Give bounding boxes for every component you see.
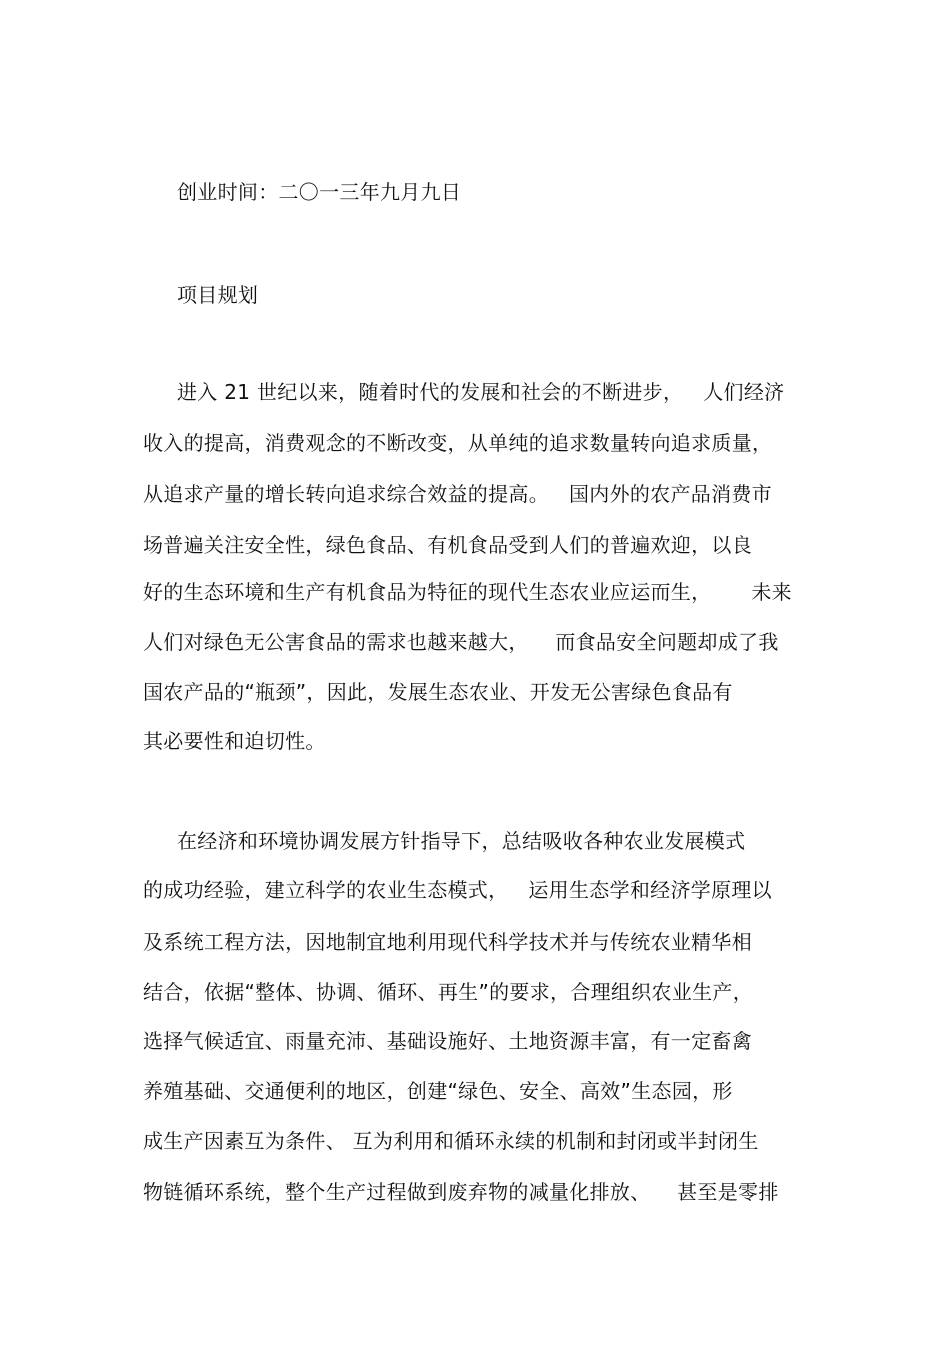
paragraph-line: 进入 21 世纪以来，随着时代的发展和社会的不断进步， 人们经济 [177,380,785,404]
paragraph-line: 在经济和环境协调发展方针指导下，总结吸收各种农业发展模式 [177,829,746,853]
date-line: 创业时间：二〇一三年九月九日 [177,180,462,204]
paragraph-line: 的成功经验，建立科学的农业生态模式， 运用生态学和经济学原理以 [143,878,772,902]
paragraph-line: 好的生态环境和生产有机食品为特征的现代生态农业应运而生， 未来 [143,580,792,604]
paragraph-line: 国农产品的“瓶颈”，因此，发展生态农业、开发无公害绿色食品有 [143,680,733,704]
paragraph-line: 人们对绿色无公害食品的需求也越来越大， 而食品安全问题却成了我 [143,630,779,654]
section-title: 项目规划 [177,283,259,307]
paragraph-line: 其必要性和迫切性。 [143,729,326,753]
paragraph-line: 场普遍关注安全性，绿色食品、有机食品受到人们的普遍欢迎，以良 [143,533,752,557]
paragraph-line: 选择气候适宜、雨量充沛、基础设施好、土地资源丰富，有一定畜禽 [143,1029,752,1053]
paragraph-line: 养殖基础、交通便利的地区，创建“绿色、安全、高效”生态园，形 [143,1079,733,1103]
paragraph-line: 结合，依据“整体、协调、循环、再生”的要求，合理组织农业生产， [143,980,754,1004]
paragraph-line: 收入的提高，消费观念的不断改变，从单纯的追求数量转向追求质量， [143,431,773,455]
paragraph-line: 从追求产量的增长转向追求综合效益的提高。 国内外的农产品消费市 [143,482,772,506]
paragraph-line: 物链循环系统，整个生产过程做到废弃物的减量化排放、 甚至是零排 [143,1180,779,1204]
paragraph-line: 成生产因素互为条件、 互为利用和循环永续的机制和封闭或半封闭生 [143,1129,759,1153]
paragraph-line: 及系统工程方法，因地制宜地利用现代科学技术并与传统农业精华相 [143,930,752,954]
